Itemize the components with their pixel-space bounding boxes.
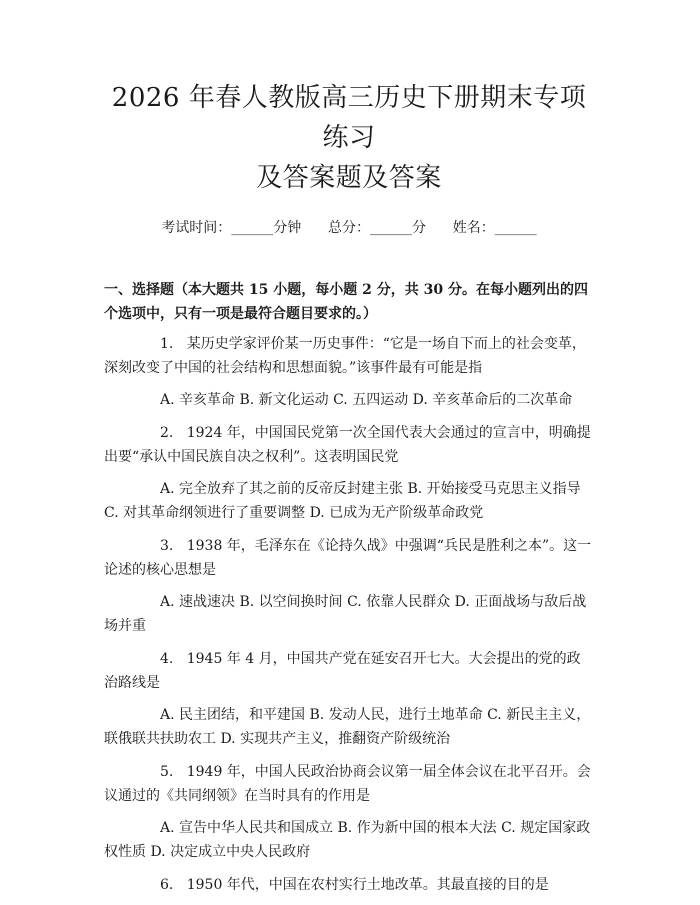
question-2 [104, 421, 594, 469]
question-number: 4. [160, 651, 174, 667]
question-number: 1. [160, 336, 174, 352]
question-stem: 1950 年代，中国在农村实行土地改革。其最直接的目的是 [186, 877, 549, 893]
question-number: 3. [160, 538, 174, 554]
question-number: 2. [160, 425, 174, 441]
section-heading: 一、选择题（本大题共 15 小题，每小题 2 分，共 30 分。在每小题列出的四个选项中，只有一项是最符合题目要求的。） [104, 282, 588, 322]
question-stem: 某历史学家评价某一历史事件：“它是一场自下而上的社会变革，深刻改变了中国的社会结构和思想面貌。”该事件最有可能是指 [104, 336, 586, 376]
title-line-2: 及答案题及答案 [256, 163, 442, 193]
question-2-options: A. 完全放弃了其之前的反帝反封建主张 B. 开始接受马克思主义指导 C. 对其革命纲领进行了重要调整 D. 已成为无产阶级革命政党 [104, 481, 581, 521]
question-stem: 1924 年，中国国民党第一次全国代表大会通过的宣言中，明确提出要“承认中国民族自决之权利”。这表明国民党 [104, 425, 591, 465]
question-3 [104, 534, 594, 582]
document-title [104, 78, 594, 198]
question-1 [104, 332, 594, 380]
question-5 [104, 760, 594, 808]
question-stem: 1945 年 4 月，中国共产党在延安召开七大。大会提出的党的政治路线是 [104, 651, 581, 691]
question-stem: 1938 年，毛泽东在《论持久战》中强调“兵民是胜利之本”。这一论述的核心思想是 [104, 538, 592, 578]
question-stem: 1949 年，中国人民政治协商会议第一届全体会议在北平召开。会议通过的《共同纲领》在当时具有的作用是 [104, 764, 591, 804]
question-1-options: A. 辛亥革命 B. 新文化运动 C. 五四运动 D. 辛亥革命后的二次革命 [160, 392, 573, 408]
question-5-options: A. 宣告中华人民共和国成立 B. 作为新中国的根本大法 C. 规定国家政权性质 D. 决定成立中央人民政府 [104, 820, 591, 860]
question-6 [104, 873, 594, 897]
question-4-options: A. 民主团结，和平建国 B. 发动人民，进行土地革命 C. 新民主主义，联俄联共扶助农工 D. 实现共产主义，推翻资产阶级统治 [104, 707, 591, 747]
question-number: 6. [160, 877, 174, 893]
question-3-options: A. 速战速决 B. 以空间换时间 C. 依靠人民群众 D. 正面战场与敌后战场并重 [104, 594, 587, 634]
title-line-1: 2026 年春人教版高三历史下册期末专项练习 [111, 83, 587, 153]
exam-info: 考试时间：______分钟 总分：______分 姓名：______ [161, 220, 537, 236]
question-4 [104, 647, 594, 695]
question-number: 5. [160, 764, 174, 780]
